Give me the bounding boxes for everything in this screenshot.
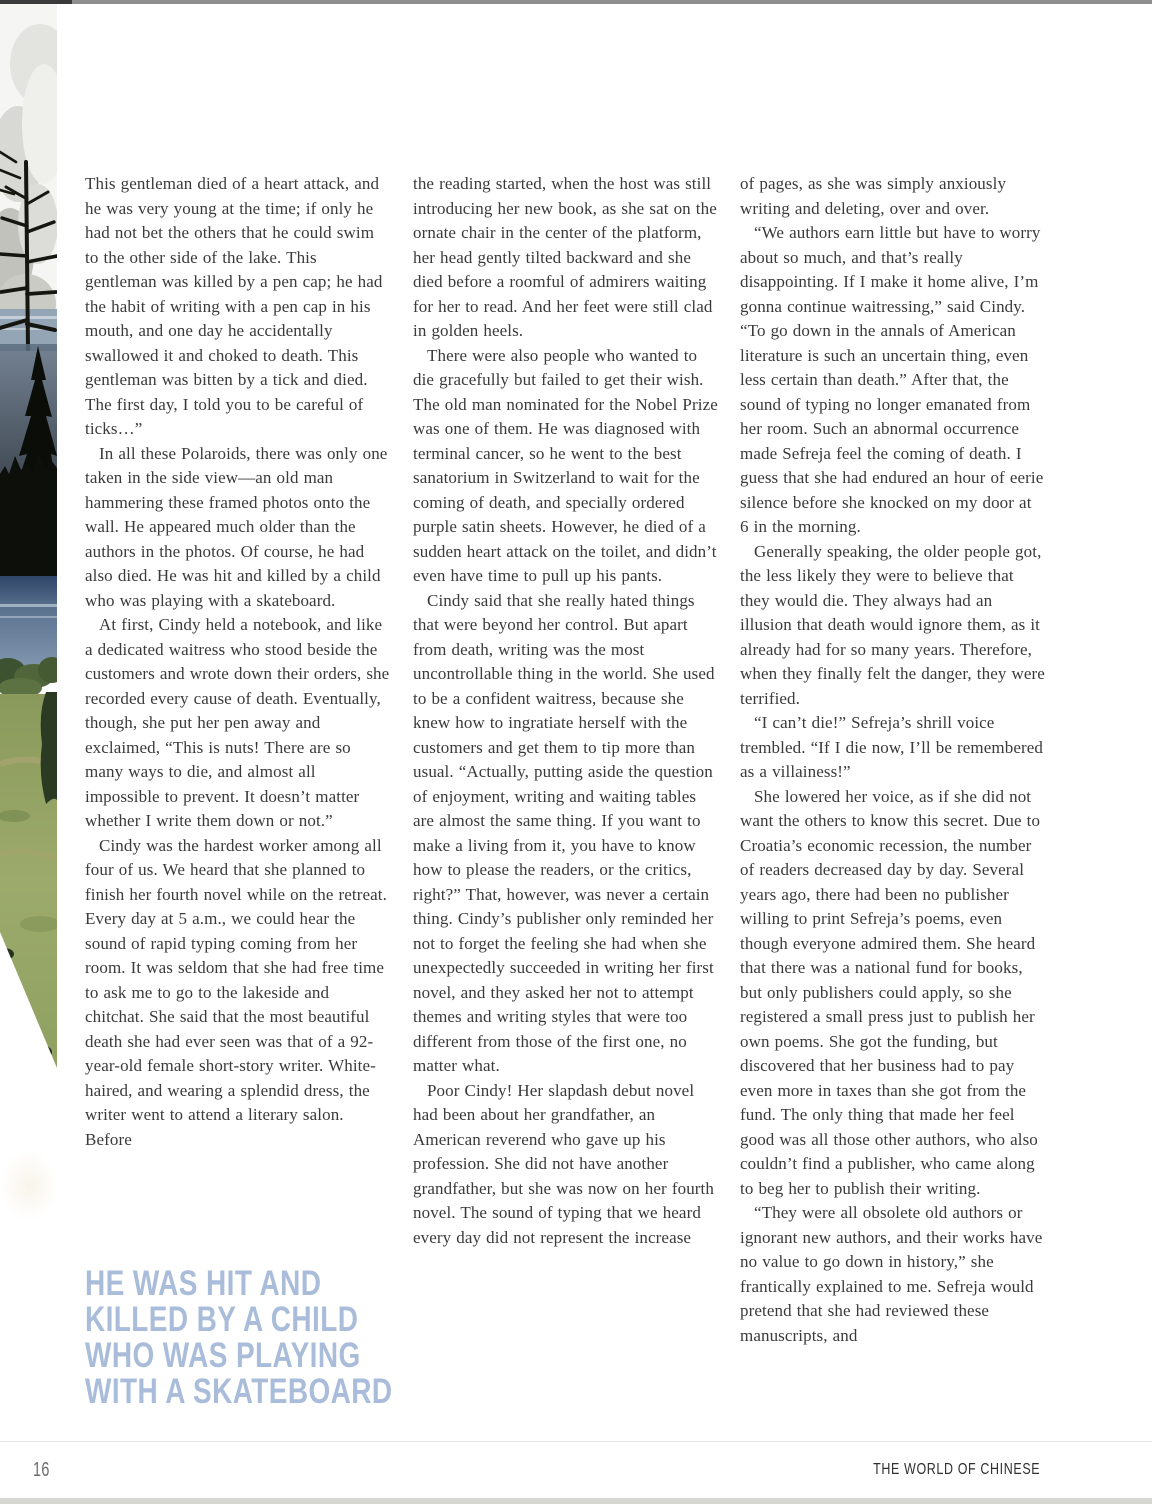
body-paragraph: She lowered her voice, as if she did not want the others to know this secret. Due to Croatia’s economic recession, the number of readers decreased day by day. Several years ago, there had been no publisher willing to print Sefreja’s poems, even though everyone admired them. She heard that there was a national fund for books, but only publishers could apply, so she registered a small press just to publish her own poems. She got the funding, but discovered that her business had to pay even more in taxes than she got from the fund. The only thing that made her feel good was all those other authors, who also couldn’t find a publisher, who came along to beg her to publish their writing. xyxy=(740,786,1041,1198)
landscape-illustration-svg xyxy=(0,4,57,1070)
body-paragraph: Generally speaking, the older people got, the less likely they were to believe that they would die. They always had an illusion that death would ignore them, as it already had for so many years. Therefore, when they finally felt the danger, they were terrified. xyxy=(740,541,1045,708)
body-paragraph: At first, Cindy held a notebook, and like a dedicated waitress who stood beside the customers and wrote down their orders, she recorded every cause of death. Eventually, though, she put her pen away and exclaimed, “This is nuts! There are so many ways to die, and almost all impossible to prevent. It doesn’t matter whether I write them down or not.” xyxy=(85,615,390,830)
body-paragraph: Poor Cindy! Her slapdash debut novel had been about her grandfather, an American reverend who gave up his profession. She did not have another grandfather, but she was now on her fourth novel. The sound of typing that we heard every day did not represent the increase xyxy=(413,1080,714,1247)
grass-tree xyxy=(41,692,57,804)
landscape-illustration xyxy=(0,4,57,1070)
forest-band xyxy=(0,454,57,590)
text-column-2 xyxy=(413,172,718,1250)
body-paragraph: Cindy was the hardest worker among all four of us. We heard that she planned to finish her fourth novel while on the retreat. Every day at 5 a.m., we could hear the sound of rapid typing coming from her room. It was seldom that she had free time to ask me to go to the lakeside and chitchat. She said that the most beautiful death she had ever seen was that of a 92-year-old female short-story writer. White-haired, and wearing a splendid dress, the writer went to attend a literary salon. Before xyxy=(85,835,387,1149)
text-column-3 xyxy=(740,172,1045,1348)
footer-rule xyxy=(0,1441,1152,1442)
body-paragraph: of pages, as she was simply anxiously writing and deleting, over and over. xyxy=(740,174,1007,218)
pull-quote-line: WHO WAS PLAYING xyxy=(85,1336,361,1375)
pull-quote xyxy=(85,1266,405,1410)
body-paragraph: the reading started, when the host was still introducing her new book, as she sat on the ornate chair in the center of the platform, her head gently tilted backward and she died before a roomful of admirers waiting for her to read. And her feet were still clad in golden heels. xyxy=(413,174,717,340)
pull-quote-line: HE WAS HIT AND xyxy=(85,1264,322,1303)
page-footer xyxy=(33,1455,1040,1485)
page-bottom-edge xyxy=(0,1498,1152,1504)
body-paragraph: In all these Polaroids, there was only one taken in the side view—an old man hammering these framed photos onto the wall. He appeared much older than the authors in the photos. Of course, he had also died. He was hit and killed by a child who was playing with a skateboard. xyxy=(85,443,388,610)
body-paragraph: “They were all obsolete old authors or ignorant new authors, and their works have no value to go down in history,” she frantically explained to me. Sefreja would pretend that she had reviewed these manuscripts, and xyxy=(740,1203,1043,1345)
body-paragraph: This gentleman died of a heart attack, and he was very young at the time; if only he had not bet the others that he could swim to the other side of the lake. This gentleman was killed by a pen cap; he had the habit of writing with a pen cap in his mouth, and one day he accidentally swallowed it and choked to death. This gentleman was bitten by a tick and died. The first day, I told you to be careful of ticks…” xyxy=(85,174,383,438)
magazine-name: THE WORLD OF CHINESE xyxy=(872,1461,1040,1478)
body-paragraph: There were also people who wanted to die gracefully but failed to get their wish. The old man nominated for the Nobel Prize was one of them. He was diagnosed with terminal cancer, so he went to the best sanatorium in Switzerland to wait for the coming of death, and specially ordered purple satin sheets. However, he died of a sudden heart attack on the toilet, and didn’t even have time to pull up his pants. xyxy=(413,345,718,585)
page-number: 16 xyxy=(33,1458,50,1481)
pull-quote-line: KILLED BY A CHILD xyxy=(85,1300,359,1339)
page-top-edge xyxy=(0,0,1152,4)
body-paragraph: “I can’t die!” Sefreja’s shrill voice trembled. “If I die now, I’ll be remembered as a villainess!” xyxy=(740,713,1043,781)
body-paragraph: Cindy said that she really hated things that were beyond her control. But apart from death, writing was the most uncontrollable thing in the world. She used to be a confident waitress, because she knew how to ingratiate herself with the customers and get them to tip more than usual. “Actually, putting aside the question of enjoyment, writing and waiting tables are almost the same thing. If you want to make a living from it, you have to know how to please the readers, or the critics, right?” That, however, was never a certain thing. Cindy’s publisher only reminded her not to forget the feeling she had when she unexpectedly succeeded in writing her first novel, and they asked her not to attempt themes and writing styles that were too different from those of the first one, no matter what. xyxy=(413,590,715,1075)
body-paragraph: “We authors earn little but have to worry about so much, and that’s really disappointing. If I make it home alive, I’m gonna continue waitressing,” said Cindy. “To go down in the annals of American literature is such an uncertain thing, even less certain than death.” After that, the sound of typing no longer emanated from her room. Such an abnormal occurrence made Sefreja feel the coming of death. I guess that she had endured an hour of eerie silence before she knocked on my door at 6 in the morning. xyxy=(740,223,1044,536)
pull-quote-line: WITH A SKATEBOARD xyxy=(85,1372,393,1411)
text-column-1 xyxy=(85,172,390,1152)
paint-smudge xyxy=(0,1150,58,1222)
